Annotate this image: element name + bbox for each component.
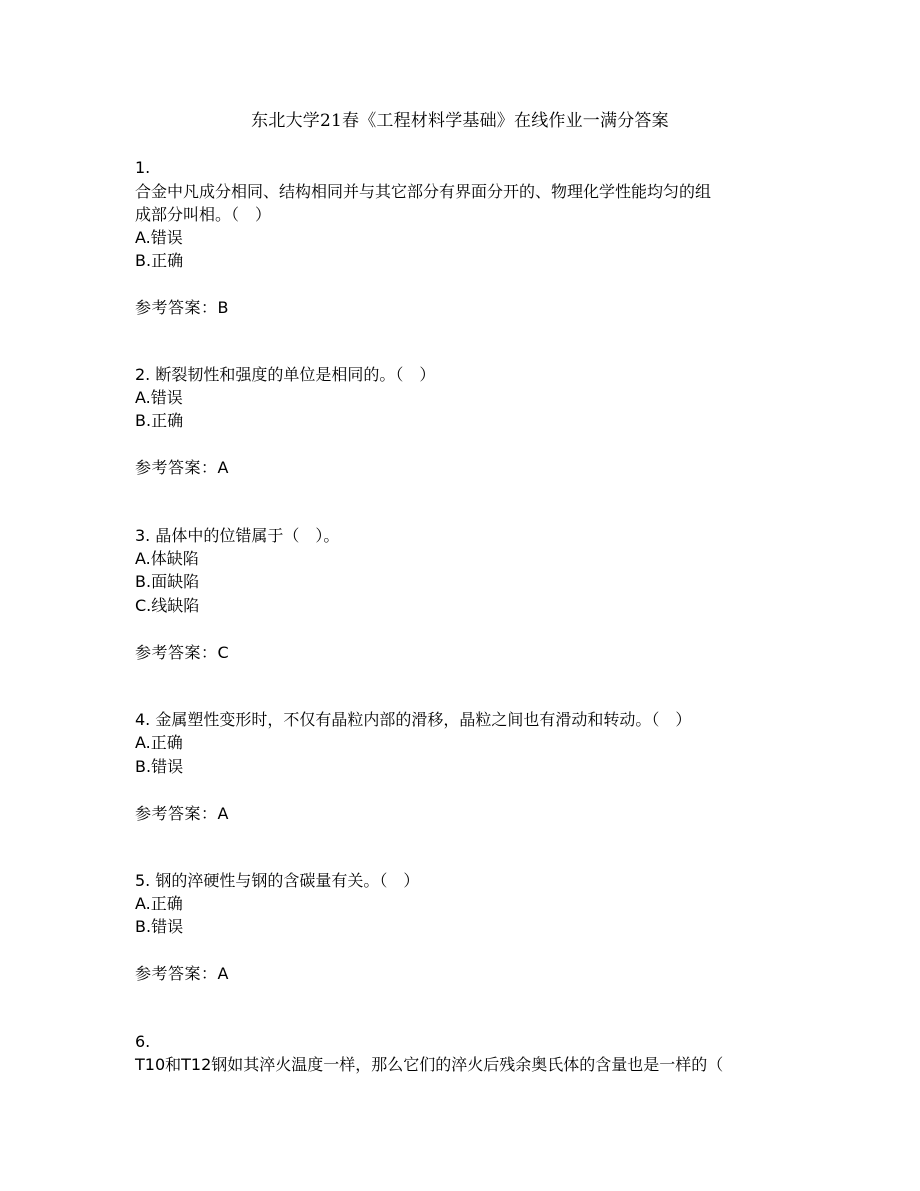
question-2-answer: 参考答案：A (135, 458, 229, 477)
question-5-answer: 参考答案：A (135, 964, 229, 983)
question-1-option-a: A.错误 (135, 228, 183, 247)
question-3-stem: 3. 晶体中的位错属于（ ）。 (135, 526, 340, 545)
question-5-option-b: B.错误 (135, 917, 184, 936)
question-3-answer: 参考答案：C (135, 643, 230, 662)
question-6-number: 6. (135, 1032, 151, 1051)
question-1-number: 1. (135, 158, 151, 177)
question-1-stem-line-1: 合金中凡成分相同、结构相同并与其它部分有界面分开的、物理化学性能均匀的组 (135, 182, 712, 201)
question-1-stem-line-2: 成部分叫相。（ ） (135, 205, 272, 224)
question-3-option-c: C.线缺陷 (135, 596, 200, 615)
question-4-option-a: A.正确 (135, 733, 183, 752)
question-5-stem: 5. 钢的淬硬性与钢的含碳量有关。（ ） (135, 871, 420, 890)
question-4-option-b: B.错误 (135, 757, 184, 776)
question-2-stem: 2. 断裂韧性和强度的单位是相同的。（ ） (135, 365, 436, 384)
question-2-option-b: B.正确 (135, 411, 184, 430)
question-6-stem-line-1: T10和T12钢如其淬火温度一样，那么它们的淬火后残余奥氏体的含量也是一样的（ (135, 1055, 724, 1074)
question-4-answer: 参考答案：A (135, 804, 229, 823)
question-1-option-b: B.正确 (135, 251, 184, 270)
question-3-option-b: B.面缺陷 (135, 572, 200, 591)
question-1-answer: 参考答案：B (135, 298, 229, 317)
document-title: 东北大学21春《工程材料学基础》在线作业一满分答案 (251, 111, 669, 131)
question-2-option-a: A.错误 (135, 388, 183, 407)
question-4-stem: 4. 金属塑性变形时，不仅有晶粒内部的滑移，晶粒之间也有滑动和转动。（ ） (135, 710, 692, 729)
question-5-option-a: A.正确 (135, 894, 183, 913)
question-3-option-a: A.体缺陷 (135, 549, 199, 568)
